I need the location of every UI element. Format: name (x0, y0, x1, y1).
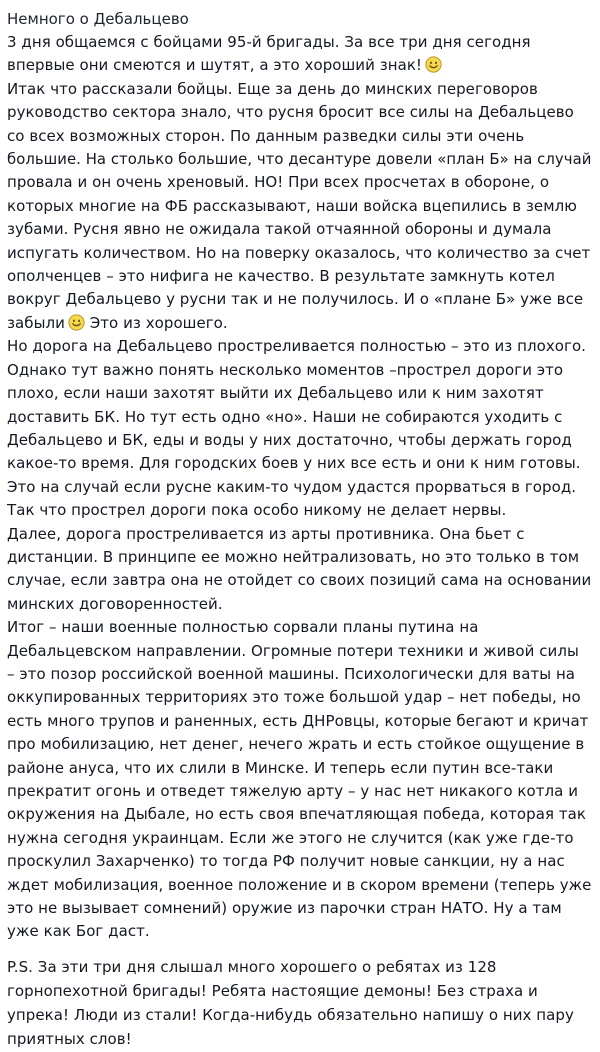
line-text: P.S. За эти три дня слышал много хорошего о ребятах из 128 (7, 957, 497, 976)
post-line (7, 546, 592, 569)
line-text: большие. На столько большие, что десантуре довели «план Б» на случай (7, 150, 592, 169)
post-line (7, 850, 592, 873)
line-text: нужна сегодня украинцам. Если же этого не случится (как уже где-то (7, 828, 574, 847)
line-text: проскулил Захарченко) то тогда РФ получит новые санкции, ну а нас (7, 852, 565, 871)
post-line (7, 288, 592, 311)
line-text: Но дорога на Дебальцево простреливается полностью – это из плохого. (7, 337, 586, 356)
line-text: Однако тут важно понять несколько моментов –прострел дороги это (7, 360, 564, 379)
line-text: минских договоренностей. (7, 594, 223, 613)
line-text: про мобилизацию, нет денег, нечего жрать и есть стойкое ощущение в (7, 735, 585, 754)
post-line (7, 897, 592, 920)
post-line (7, 382, 592, 405)
line-text: прекратит огонь и отведет тяжелую арту – у нас нет никакого котла и (7, 782, 578, 800)
line-text: зубами. Русня явно не ожидала такой отчаянной обороны и думала (7, 220, 552, 239)
line-text: Итак что рассказали бойцы. Еще за день до минских переговоров (7, 79, 538, 98)
line-text: провала и он очень хреновый. НО! При всех просчетах в обороне, о (7, 173, 550, 192)
line-text: районе ануса, что их слили в Минске. И теперь если путин все-таки (7, 758, 554, 777)
postscript-line (7, 1003, 592, 1027)
line-text: есть много трупов и раненных, есть ДНРовцы, которые бегают и кричат (7, 711, 589, 730)
line-text: ополченцев – это нифига не качество. В результате замкнуть котел (7, 267, 555, 286)
post-line (7, 452, 592, 475)
line-text: вокруг Дебальцево у русни так и не получилось. И о «плане Б» уже все (7, 290, 584, 309)
post-line (7, 920, 592, 943)
post-line (7, 827, 592, 850)
line-text: впервые они смеются и шутят, а это хороший знак! (7, 56, 422, 75)
line-text: уже как Бог даст. (7, 922, 150, 941)
post-line (7, 171, 592, 194)
line-text: приятных слов! (7, 1030, 132, 1049)
post-line (7, 78, 592, 101)
post-line (7, 148, 592, 171)
line-text: забыли (7, 313, 65, 332)
post-line (7, 616, 592, 639)
line-text: Дебальцевском направлении. Огромные потери техники и живой силы (7, 641, 579, 660)
post-line (7, 780, 592, 803)
post-line (7, 569, 592, 592)
line-text: со всех возможных сторон. По данным разведки силы эти очень (7, 126, 525, 145)
post-title: Немного о Дебальцево (7, 10, 189, 28)
line-text: какое-то время. Для городских боев у них все есть и они к ним готовы. (7, 454, 581, 473)
line-text: случае, если завтра она не отойдет со своих позиций сама на основании (7, 571, 592, 590)
post-postscript (7, 955, 592, 1052)
line-text: руководство сектора знало, что русня бросит все силы на Дебальцево (7, 103, 574, 122)
line-text: это не вызывает сомнений) оружие из парочки стран НАТО. Ну а там (7, 899, 562, 918)
line-text: Это на случай если русне каким-то чудом удастся прорваться в город. (7, 477, 577, 496)
line-text: дистанции. В принципе ее можно нейтрализовать, но это только в том (7, 547, 580, 566)
line-text: которых многие на ФБ рассказывают, наши войска вцепились в землю (7, 196, 577, 215)
post-line (7, 101, 592, 124)
postscript-line (7, 1027, 592, 1051)
post-line (7, 733, 592, 756)
post-line (7, 195, 592, 218)
post-body (7, 31, 592, 944)
post-line (7, 265, 592, 288)
line-text: Так что прострел дороги пока особо никому не делает нервы. (7, 501, 507, 520)
line-text: испугать количеством. Но на поверку оказалось, что количество за счет (7, 243, 591, 262)
post-line (7, 359, 592, 382)
post-line (7, 663, 592, 686)
post-line (7, 335, 592, 358)
line-text-after: Это из хорошего. (84, 313, 228, 332)
post-line (7, 593, 592, 616)
post-line (7, 218, 592, 241)
post-line (7, 640, 592, 663)
postscript-line (7, 955, 592, 979)
postscript-line (7, 979, 592, 1003)
line-text: ждет мобилизация, военное положение и в скором времени (теперь уже (7, 875, 592, 894)
post-line (7, 54, 592, 77)
line-text: окружения на Дыбале, но есть своя впечатляющая победа, которая так (7, 805, 587, 824)
line-text: – это позор российской военной машины. Психологически для ваты на (7, 664, 576, 683)
post-line (7, 523, 592, 546)
line-text: 3 дня общаемся с бойцами 95-й бригады. За все три дня сегодня (7, 33, 531, 51)
post-line (7, 710, 592, 733)
post-line (7, 803, 592, 826)
line-text: оккупированных территориях это тоже большой удар – нет победы, но (7, 688, 581, 707)
line-text: плохо, если наши захотят выйти их Дебальцево или к ним захотят (7, 384, 544, 403)
post-line (7, 757, 592, 780)
line-text: Итог – наши военные полностью сорвали планы путина на (7, 618, 479, 637)
post-line (7, 242, 592, 265)
line-text: горнопехотной бригады! Ребята настоящие демоны! Без страха и (7, 982, 538, 1001)
post-line (7, 499, 592, 522)
line-text: Дебальцево и БК, еды и воды у них достаточно, чтобы держать город (7, 430, 572, 449)
post-line (7, 312, 592, 335)
post-line (7, 686, 592, 709)
post-line (7, 31, 592, 54)
post-line (7, 476, 592, 499)
line-text: Далее, дорога простреливается из арты противника. Она бьет с (7, 524, 525, 543)
smile-emoji-icon (68, 314, 85, 331)
post-line (7, 429, 592, 452)
smile-emoji-icon (425, 56, 442, 73)
line-text: упрека! Люди из стали! Когда-нибудь обязательно напишу о них пару (7, 1006, 574, 1025)
post-line (7, 406, 592, 429)
post-line (7, 874, 592, 897)
post-line (7, 125, 592, 148)
line-text: доставить БК. Но тут есть одно «но». Наши не собираются уходить с (7, 407, 563, 426)
